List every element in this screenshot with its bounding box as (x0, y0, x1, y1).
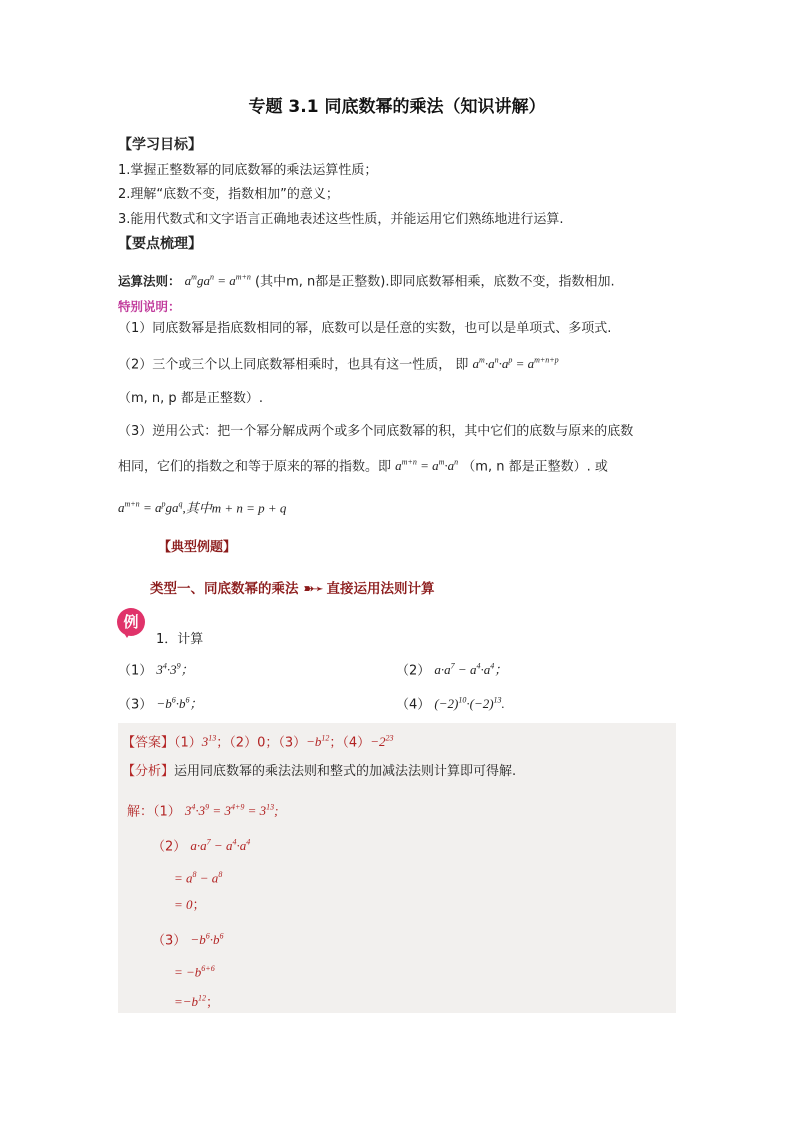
rule-formula: $a^mga^n = a^{m+n}$ (184, 273, 251, 289)
analysis-label: 【分析】 (122, 764, 175, 779)
goal-item-3: 3.能用代数式和文字语言正确地表述这些性质，并能运用它们熟练地进行运算. (118, 212, 564, 227)
analysis-text: 运用同底数幂的乘法法则和整式的加减法法则计算即可得解. (174, 764, 517, 779)
arrows-icon: ➽➛ (303, 581, 322, 597)
answer-label: 【答案】 (122, 735, 175, 751)
problem-2-expr: $a\cdot a^7 - a^4\cdot a^4$； (434, 662, 508, 678)
solution-1 (127, 799, 278, 821)
rule-label: 运算法则： (118, 273, 181, 289)
solution-2-expr: $a\cdot a^7 - a^4\cdot a^4$ (190, 838, 251, 854)
goal-item-2: 2.理解“底数不变，指数相加”的意义； (118, 187, 339, 202)
problem-2-label: （2） (396, 663, 431, 679)
page-title: 专题 3.1 同底数幂的乘法（知识讲解） (248, 97, 546, 117)
solution-1-expr: $3^4\cdot 3^9 = 3^{4+9} = 3^{13}$; (184, 803, 279, 819)
solution-label: 解：（1） (127, 804, 181, 820)
answer-part-2-label: ；（2）0；（3） (216, 735, 307, 751)
examples-heading: 【典型例题】 (158, 540, 237, 555)
problem-3 (118, 692, 202, 714)
problem-3-expr: $-b^6\cdot b^6$； (156, 696, 203, 712)
solution-3-expr: $-b^6\cdot b^6$ (190, 932, 224, 948)
answer-part-4-label: ；（4） (329, 735, 371, 751)
solution-3-label: （3） (152, 933, 187, 949)
type-title-line (150, 580, 435, 598)
problem-3-label: （3） (118, 697, 153, 713)
example-badge: 例 (117, 608, 145, 636)
solution-2-label: （2） (152, 839, 187, 855)
note-3-line-1: （3）逆用公式：把一个幂分解成两个或多个同底数幂的积，其中它们的底数与原来的底数 (118, 424, 634, 439)
solution-2-semicolon: ； (192, 898, 206, 913)
type-title: 类型一、同底数幂的乘法 (150, 581, 299, 597)
type-subtitle: 直接运用法则计算 (326, 581, 435, 597)
note-3-text-a: 相同，它们的指数之和等于原来的幂的指数。即 (118, 459, 392, 475)
problem-1-label: （1） (118, 663, 153, 679)
rule-line (118, 269, 615, 291)
note-2-condition: （m, n, p 都是正整数）. (118, 391, 263, 406)
problem-4-label: （4） (396, 697, 431, 713)
solution-2-step-2: = 0； (174, 897, 206, 913)
solution-3-step-2: $=-b^{12}$； (174, 994, 220, 1011)
solution-3-semicolon: ； (206, 995, 220, 1011)
problem-1 (118, 658, 194, 680)
note-3-formula-b: $a^{m+n} = a^pga^q$ (118, 500, 183, 516)
answer-3: $-b^{12}$ (306, 734, 330, 750)
note-3-text-c: ,其中m + n = p + q (182, 500, 287, 516)
solution-2-label-line (152, 834, 250, 856)
analysis-line (122, 763, 516, 781)
note-1: （1）同底数幂是指底数相同的幂，底数可以是任意的实数，也可以是单项式、多项式. (118, 321, 612, 336)
key-points-heading: 【要点梳理】 (118, 236, 202, 252)
rule-text: (其中m, n都是正整数).即同底数幂相乘，底数不变，指数相加. (255, 274, 615, 290)
special-label: 特别说明： (118, 299, 181, 314)
answer-1: $3^{13}$ (201, 734, 217, 750)
note-3-line-2 (118, 454, 608, 476)
problem-4-expr: $(-2)^{10}\cdot(-2)^{13}$. (434, 696, 505, 712)
solution-3-label-line (152, 928, 223, 950)
goals-heading: 【学习目标】 (118, 137, 202, 153)
problem-2 (396, 658, 507, 680)
problem-label: 1．计算 (156, 632, 204, 647)
note-2 (118, 352, 559, 374)
answer-4: $-2^{23}$ (370, 734, 394, 750)
note-3-line-3 (118, 496, 286, 518)
problem-4 (396, 692, 505, 714)
answer-line (122, 730, 393, 752)
goal-item-1: 1.掌握正整数幂的同底数幂的乘法运算性质； (118, 163, 378, 178)
answer-part-1-label: （1） (174, 735, 202, 751)
note-3-text-b: （m, n 都是正整数）. 或 (462, 459, 608, 475)
note-3-formula-a: $a^{m+n} = a^m\cdot a^n$ (395, 458, 459, 474)
solution-2-step-1: = $a^8 - a^8$ (174, 870, 223, 886)
solution-3-step-1: = $-b^{6+6}$ (174, 964, 215, 980)
problem-1-expr: $3^4\cdot 3^9$； (156, 662, 194, 678)
note-2-formula: $a^m\cdot a^n\cdot a^p = a^{m+n+p}$ (472, 356, 559, 372)
note-2-text: （2）三个或三个以上同底数幂相乘时，也具有这一性质， 即 (118, 357, 469, 373)
